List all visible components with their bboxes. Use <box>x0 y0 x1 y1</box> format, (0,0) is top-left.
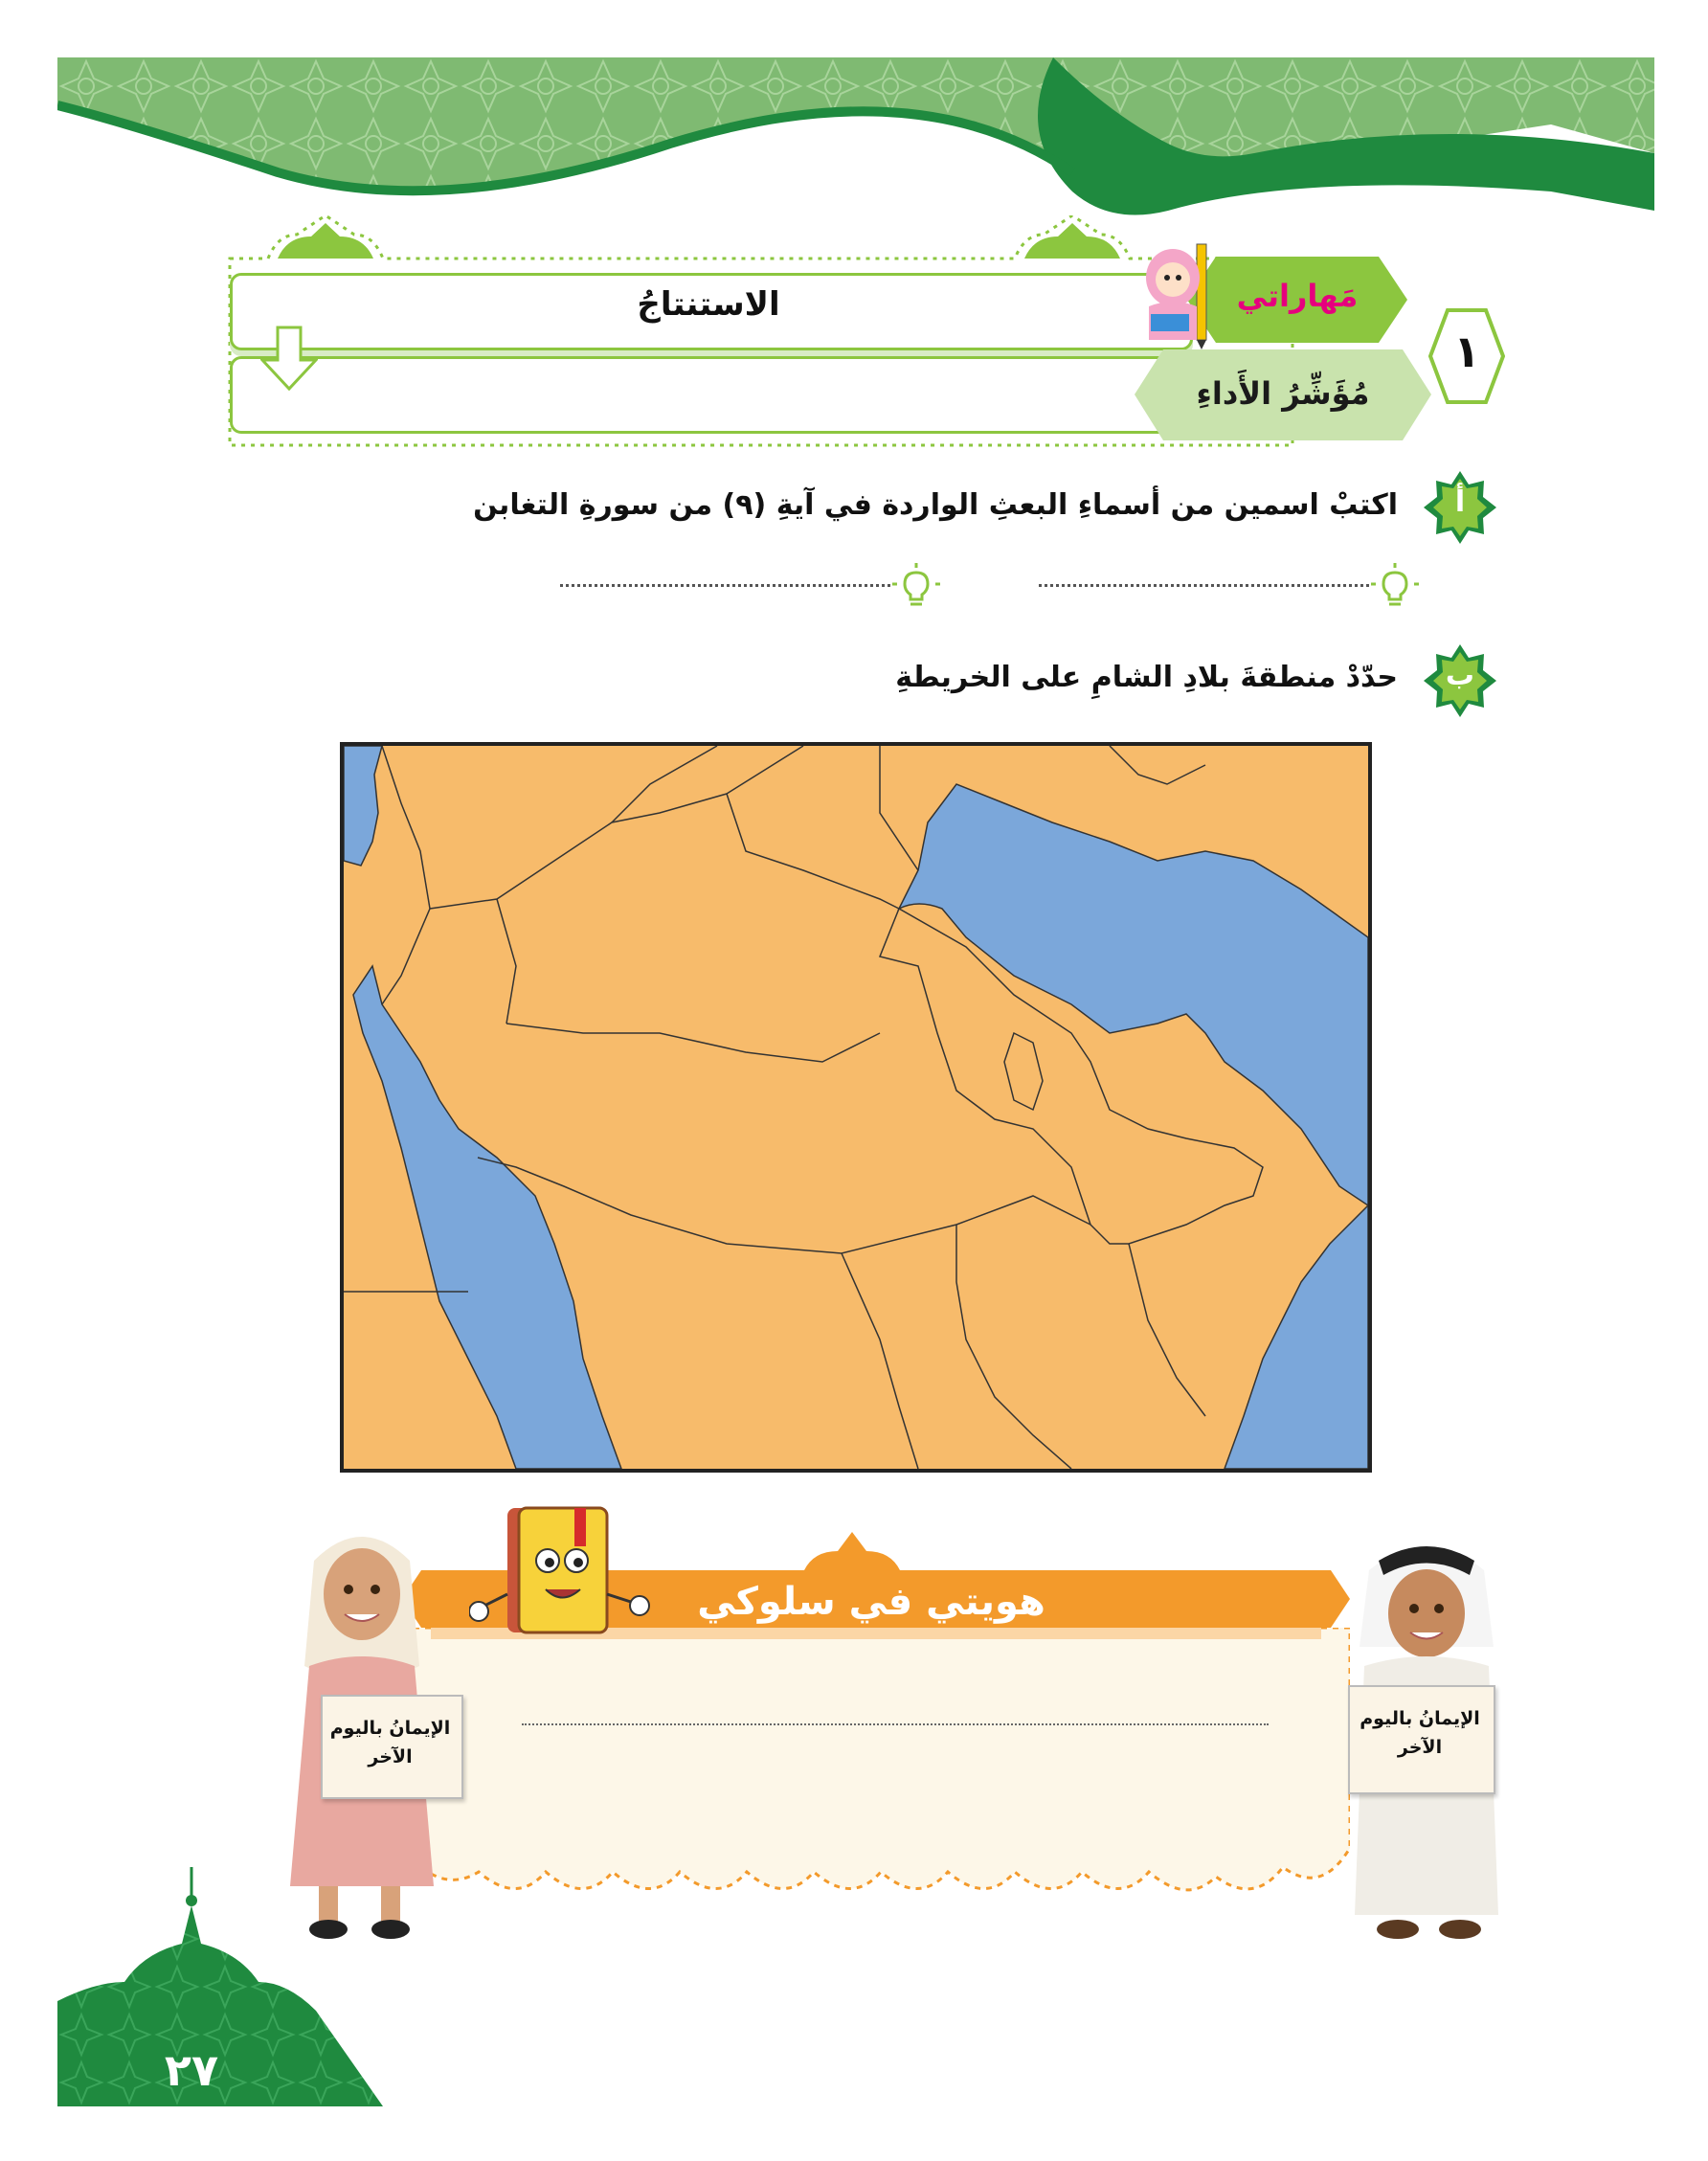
skills-badge-label: مَهاراتي <box>1236 278 1359 314</box>
identity-title: هويتي في سلوكي <box>697 1580 1045 1624</box>
lightbulb-icon <box>892 563 940 611</box>
answer-line-2[interactable] <box>560 584 890 587</box>
page-number: ٢٧ <box>164 2044 219 2096</box>
girl-reading-icon <box>1139 239 1216 349</box>
answer-line-1[interactable] <box>1039 584 1369 587</box>
indicator-label: مُؤَشِّرُ الأَداءِ <box>1196 375 1370 412</box>
map-middle-east[interactable] <box>340 742 1372 1473</box>
sign-left-text: الإيمانُ باليوم الآخر <box>329 1718 451 1767</box>
question-a-text: اكتبْ اسمين من أسماءِ البعثِ الواردة في آيةِ (٩) من سورةِ التغابن <box>473 488 1398 522</box>
question-b-text: حدّدْ منطقةَ بلادِ الشامِ على الخريطةِ <box>895 661 1398 694</box>
down-arrow-icon <box>260 326 318 393</box>
identity-card <box>402 1628 1350 1905</box>
indicator-box <box>230 356 1193 434</box>
question-b-letter: ب <box>1445 659 1475 692</box>
identity-answer-line[interactable] <box>522 1723 1269 1725</box>
section-number: ١ <box>1452 326 1481 377</box>
sign-right-text: الإيمانُ باليوم الآخر <box>1360 1708 1480 1758</box>
question-a-letter: أ <box>1454 485 1466 519</box>
lightbulb-icon <box>1371 563 1419 611</box>
top-banner <box>57 57 1654 230</box>
book-mascot-icon <box>469 1498 651 1661</box>
skill-title: الاستنتاجُ <box>637 285 780 324</box>
